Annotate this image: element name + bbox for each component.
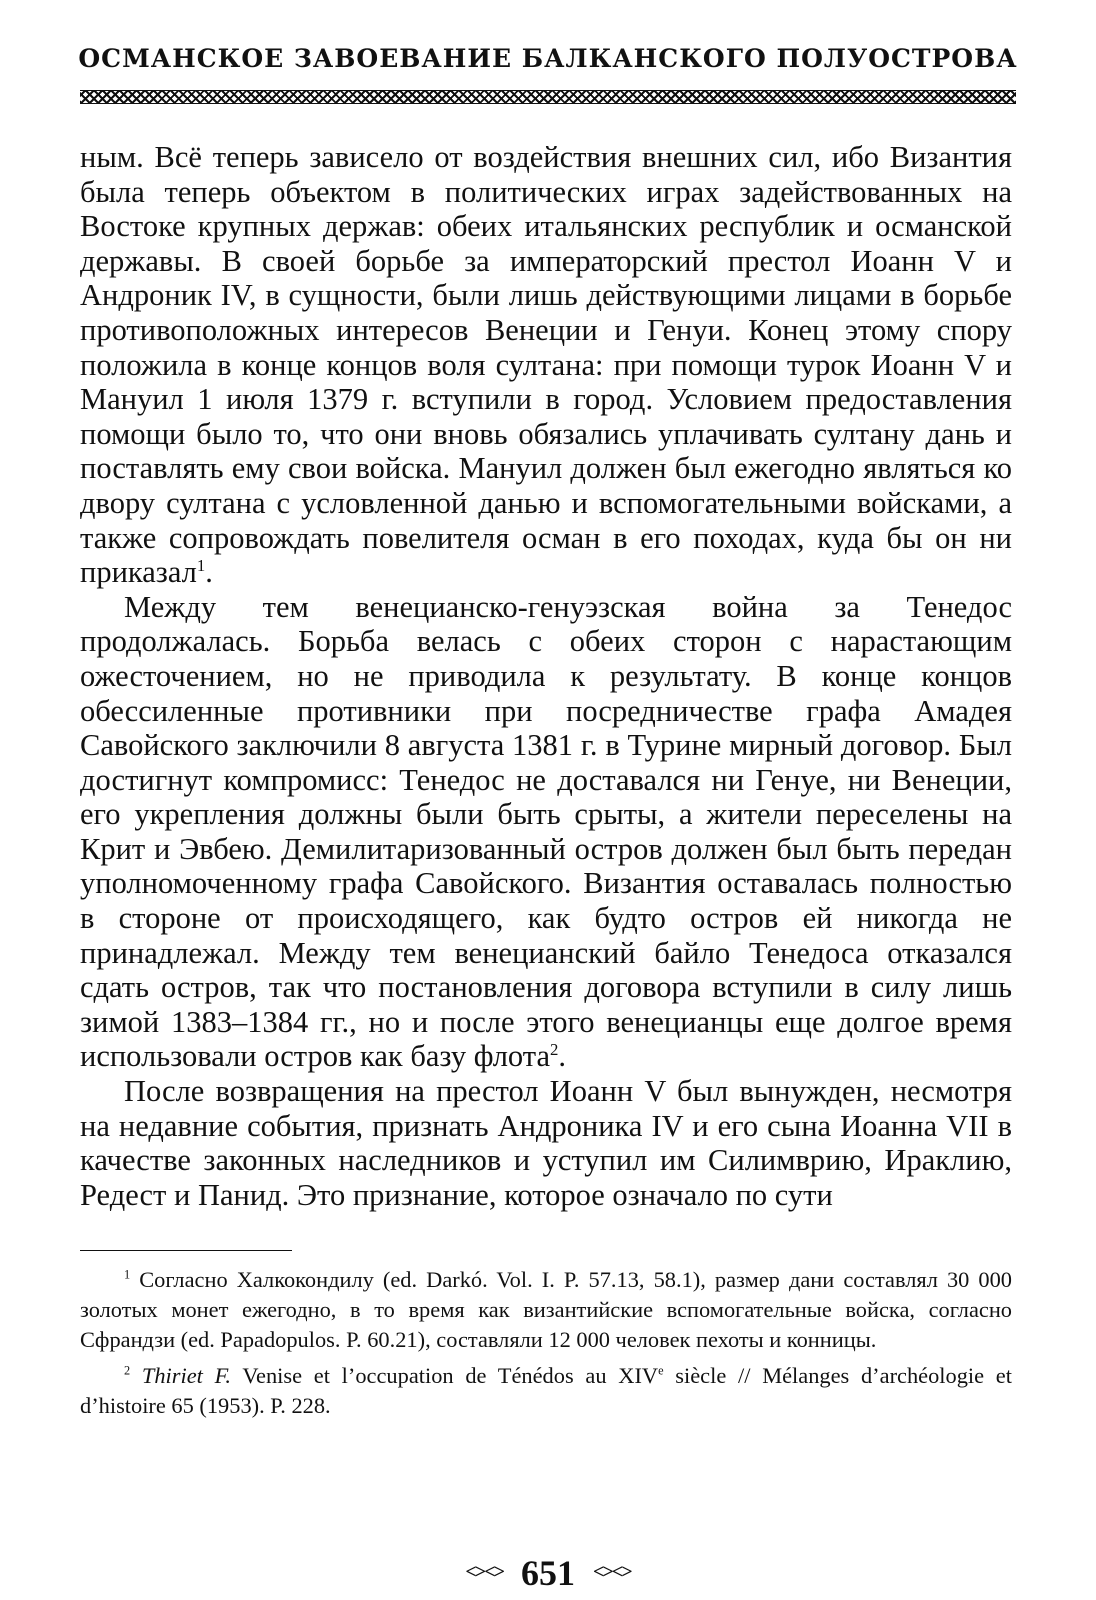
paragraph-3: После возвращения на престол Иоанн V был вынужден, несмотря на недавние события, признать Андроника IV и его сына Иоанна VII в качестве законных наследников и уступил им Силимврию, Ираклию, Редест и Панид. Это признание, которое означало по сути <box>80 1074 1012 1212</box>
footnote-2-text-a: Venise et l’occupation de Ténédos au XIV <box>231 1363 659 1388</box>
folio-ornament-left-icon: <><> <box>465 1561 503 1584</box>
header-ornament <box>80 90 1016 104</box>
paragraph-2-end: . <box>558 1039 567 1074</box>
footnote-1 <box>80 1265 1012 1355</box>
paragraph-1-text: ным. Всё теперь зависело от воздействия внешних сил, ибо Византия была теперь объектом в политических играх задействованных на Востоке крупных держав: обеих итальянских республик и османской державы. В своей борьбе за императорский престол Иоанн V и Андроник IV, в сущности, были лишь действующими лицами в борьбе противоположных интересов Венеции и Генуи. Конец этому спору положила в конце концов воля султана: при помощи турок Иоанн V и Мануил 1 июля 1379 г. вступили в город. Условием предоставления помощи было то, что они вновь обязались уплачивать султану дань и поставлять ему свои войска. Мануил должен был ежегодно являться ко двору султана с условленной данью и вспомогательными войсками, а также сопровождать повелителя осман в его походах, куда бы он ни приказал <box>80 140 1012 590</box>
page-folio <box>0 1548 1096 1594</box>
footnote-1-text: Согласно Халкокондилу (ed. Darkó. Vol. I. P. 57.13, 58.1), размер дани составлял 30 000 золотых монет ежегодно, в то время как византийские вспомогательные войска, согласно Сфрандзи (ed. Papadopulos. P. 60.21), составляли 12 000 человек пехоты и конницы. <box>80 1267 1013 1352</box>
paragraph-1-end: . <box>205 555 213 590</box>
footnotes <box>80 1265 1012 1427</box>
footnote-ref-2: 2 <box>550 1040 559 1060</box>
footnote-2-text-b: siècle // Mélanges d’archéologie et d’histoire 65 (1953). P. 228. <box>80 1363 1012 1418</box>
paragraph-2 <box>80 590 1012 1074</box>
running-title: ОСМАНСКОЕ ЗАВОЕВАНИЕ БАЛКАНСКОГО ПОЛУОСТРОВА <box>78 44 1018 73</box>
paragraph-2-text: Между тем венецианско-генуэзская война за Тенедос продолжалась. Борьба велась с обеих сторон с нарастающим ожесточением, но не приводила к результату. В конце концов обессиленные противники при посредничестве графа Амадея Савойского заключили 8 августа 1381 г. в Турине мирный договор. Был достигнут компромисс: Тенедос не доставался ни Генуе, ни Венеции, его укрепления должны были быть срыты, а жители переселены на Крит и Эвбею. Демилитаризованный остров должен был быть передан уполномоченному графа Савойского. Византия оставалась полностью в стороне от происходящего, как будто остров ей никогда не принадлежал. Между тем венецианский байло Тенедоса отказался сдать остров, так что постановления договора вступили в силу лишь зимой 1383–1384 гг., но и после этого венецианцы еще долгое время использовали остров как базу флота <box>80 589 1012 1074</box>
page-number: 651 <box>521 1552 575 1593</box>
folio-ornament-right-icon: <><> <box>593 1561 631 1584</box>
footnote-separator <box>80 1250 292 1251</box>
footnote-2-century-sup: e <box>658 1363 664 1378</box>
main-text <box>80 140 1012 1212</box>
footnote-2-author: Thiriet F. <box>141 1363 231 1388</box>
footnote-2-mark: 2 <box>124 1363 131 1378</box>
footnote-2 <box>80 1361 1012 1421</box>
footnote-ref-1: 1 <box>196 555 206 575</box>
footnote-1-mark: 1 <box>124 1267 131 1282</box>
paragraph-1 <box>80 140 1012 590</box>
